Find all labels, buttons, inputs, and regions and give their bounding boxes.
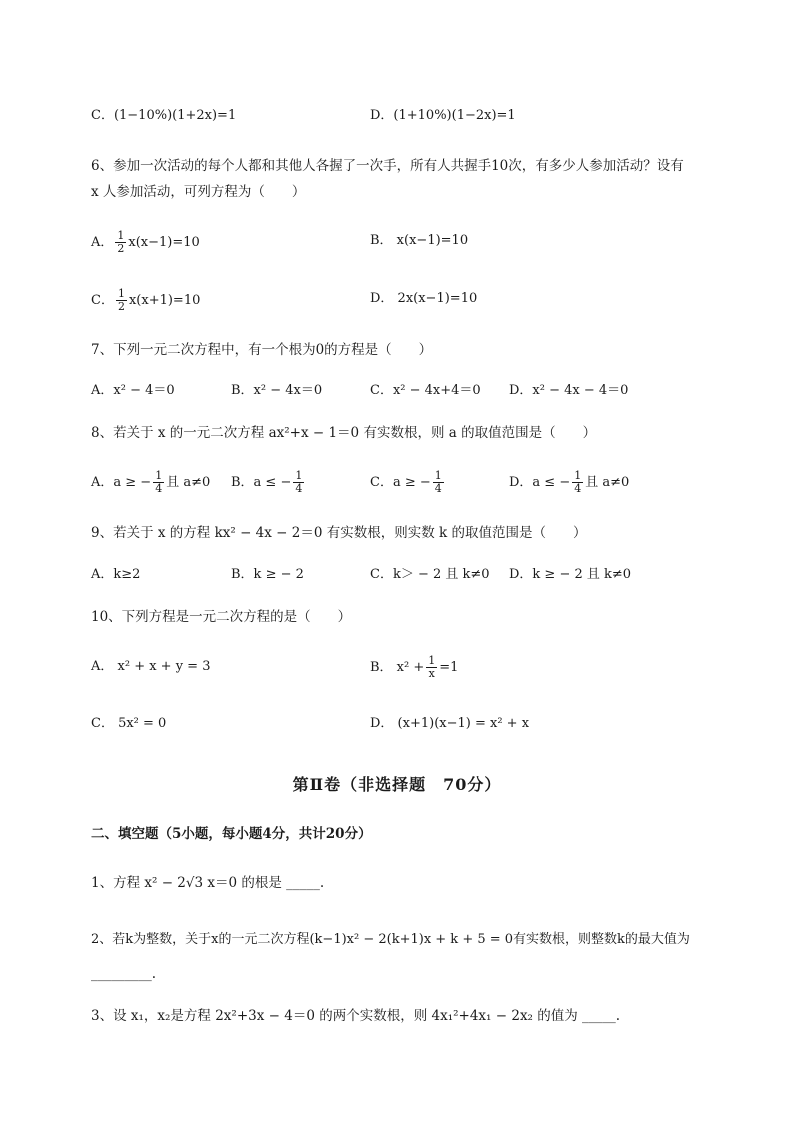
fraction-numerator: 1: [117, 287, 125, 300]
fill-q1: 1、方程 x² − 2√3 x＝0 的根是 _____.: [91, 875, 325, 891]
q10-option-c: C． 5x² = 0: [91, 716, 167, 731]
q7-stem: 7、下列一元二次方程中，有一个根为0的方程是（ ）: [91, 342, 433, 358]
q8-option-a-label: A．a ≥ −: [91, 475, 152, 490]
fraction: [426, 655, 437, 680]
fill-q2-line2: _________.: [91, 966, 157, 982]
fraction-numerator: 1: [574, 469, 582, 482]
fraction-denominator: 4: [574, 482, 582, 495]
fill-q3: 3、设 x₁，x₂是方程 2x²+3x − 4＝0 的两个实数根，则 4x₁²+4x₁ − 2x₂ 的值为 _____.: [91, 1008, 621, 1024]
q6-stem-line1: 6、参加一次活动的每个人都和其他人各握了一次手，所有人共握手10次，有多少人参加活动？设有: [91, 158, 684, 174]
q5-option-d: D．(1+10%)(1−2x)=1: [370, 108, 516, 123]
q10-option-b: [370, 655, 458, 680]
q5-option-c: C．(1−10%)(1+2x)=1: [91, 108, 237, 123]
fraction-denominator: 4: [295, 482, 303, 495]
q10-option-b-suffix: =1: [439, 660, 459, 675]
fraction: [293, 470, 304, 495]
q8-option-a-suffix: 且 a≠0: [166, 475, 211, 490]
fill-q2-line1: 2、若k为整数，关于x的一元二次方程(k−1)x² − 2(k+1)x + k + 5 = 0有实数根，则整数k的最大值为: [91, 932, 690, 947]
q7-option-a: A．x² − 4＝0: [91, 383, 175, 398]
q6-option-d: D． 2x(x−1)=10: [370, 291, 478, 306]
fraction-denominator: 2: [117, 300, 125, 313]
q8-option-c-label: C．a ≥ −: [370, 475, 431, 490]
q9-option-b: B．k ≥ − 2: [231, 567, 304, 582]
q6-stem-line2: x 人参加活动，可列方程为（ ）: [91, 184, 306, 200]
fraction-numerator: 1: [428, 654, 436, 667]
fraction-denominator: x: [428, 667, 435, 680]
q8-option-c: [370, 470, 446, 495]
fraction-denominator: 4: [434, 482, 442, 495]
q9-option-d: D．k ≥ − 2 且 k≠0: [509, 567, 632, 582]
q8-option-d: [509, 470, 629, 495]
q7-option-d: D．x² − 4x − 4＝0: [509, 383, 629, 398]
q7-option-c: C．x² − 4x+4＝0: [370, 383, 481, 398]
q8-option-d-suffix: 且 a≠0: [585, 475, 630, 490]
q8-option-a: [91, 470, 210, 495]
fraction-numerator: 1: [434, 469, 442, 482]
fraction: [116, 288, 127, 313]
fraction-denominator: 4: [155, 482, 163, 495]
q9-stem: 9、若关于 x 的方程 kx² − 4x − 2＝0 有实数根，则实数 k 的取值范围是（ ）: [91, 525, 587, 541]
fraction: [153, 470, 164, 495]
section-subtitle: 二、填空题（5小题，每小题4分，共计20分）: [91, 826, 372, 842]
fraction: [433, 470, 444, 495]
q6-option-a-text: x(x−1)=10: [128, 235, 200, 250]
q7-option-b: B．x² − 4x＝0: [231, 383, 323, 398]
q6-option-a-label: A．: [91, 235, 114, 250]
fraction: [572, 470, 583, 495]
q6-option-c: [91, 288, 200, 313]
q6-option-a: [91, 230, 200, 255]
q9-option-a: A．k≥2: [91, 567, 141, 582]
q10-option-a: A． x² + x + y = 3: [91, 659, 211, 674]
q6-option-c-label: C．: [91, 293, 114, 308]
q8-option-b-label: B．a ≤ −: [231, 475, 292, 490]
q6-option-c-text: x(x+1)=10: [128, 293, 201, 308]
q8-stem: 8、若关于 x 的一元二次方程 ax²+x − 1＝0 有实数根，则 a 的取值范围是（ ）: [91, 425, 597, 441]
fraction-numerator: 1: [295, 469, 303, 482]
q9-option-c: C．k＞ − 2 且 k≠0: [370, 567, 490, 582]
q10-stem: 10、下列方程是一元二次方程的是（ ）: [91, 609, 352, 625]
q6-option-b: B． x(x−1)=10: [370, 233, 469, 248]
q10-option-d: D． (x+1)(x−1) = x² + x: [370, 716, 530, 731]
fraction-numerator: 1: [155, 469, 163, 482]
fraction-denominator: 2: [117, 242, 125, 255]
q8-option-b: [231, 470, 306, 495]
fraction: [115, 230, 126, 255]
fraction-numerator: 1: [117, 229, 125, 242]
q8-option-d-label: D．a ≤ −: [509, 475, 571, 490]
q10-option-b-label: B． x² +: [370, 660, 425, 675]
section-title: 第Ⅱ卷（非选择题 70分）: [292, 775, 502, 794]
